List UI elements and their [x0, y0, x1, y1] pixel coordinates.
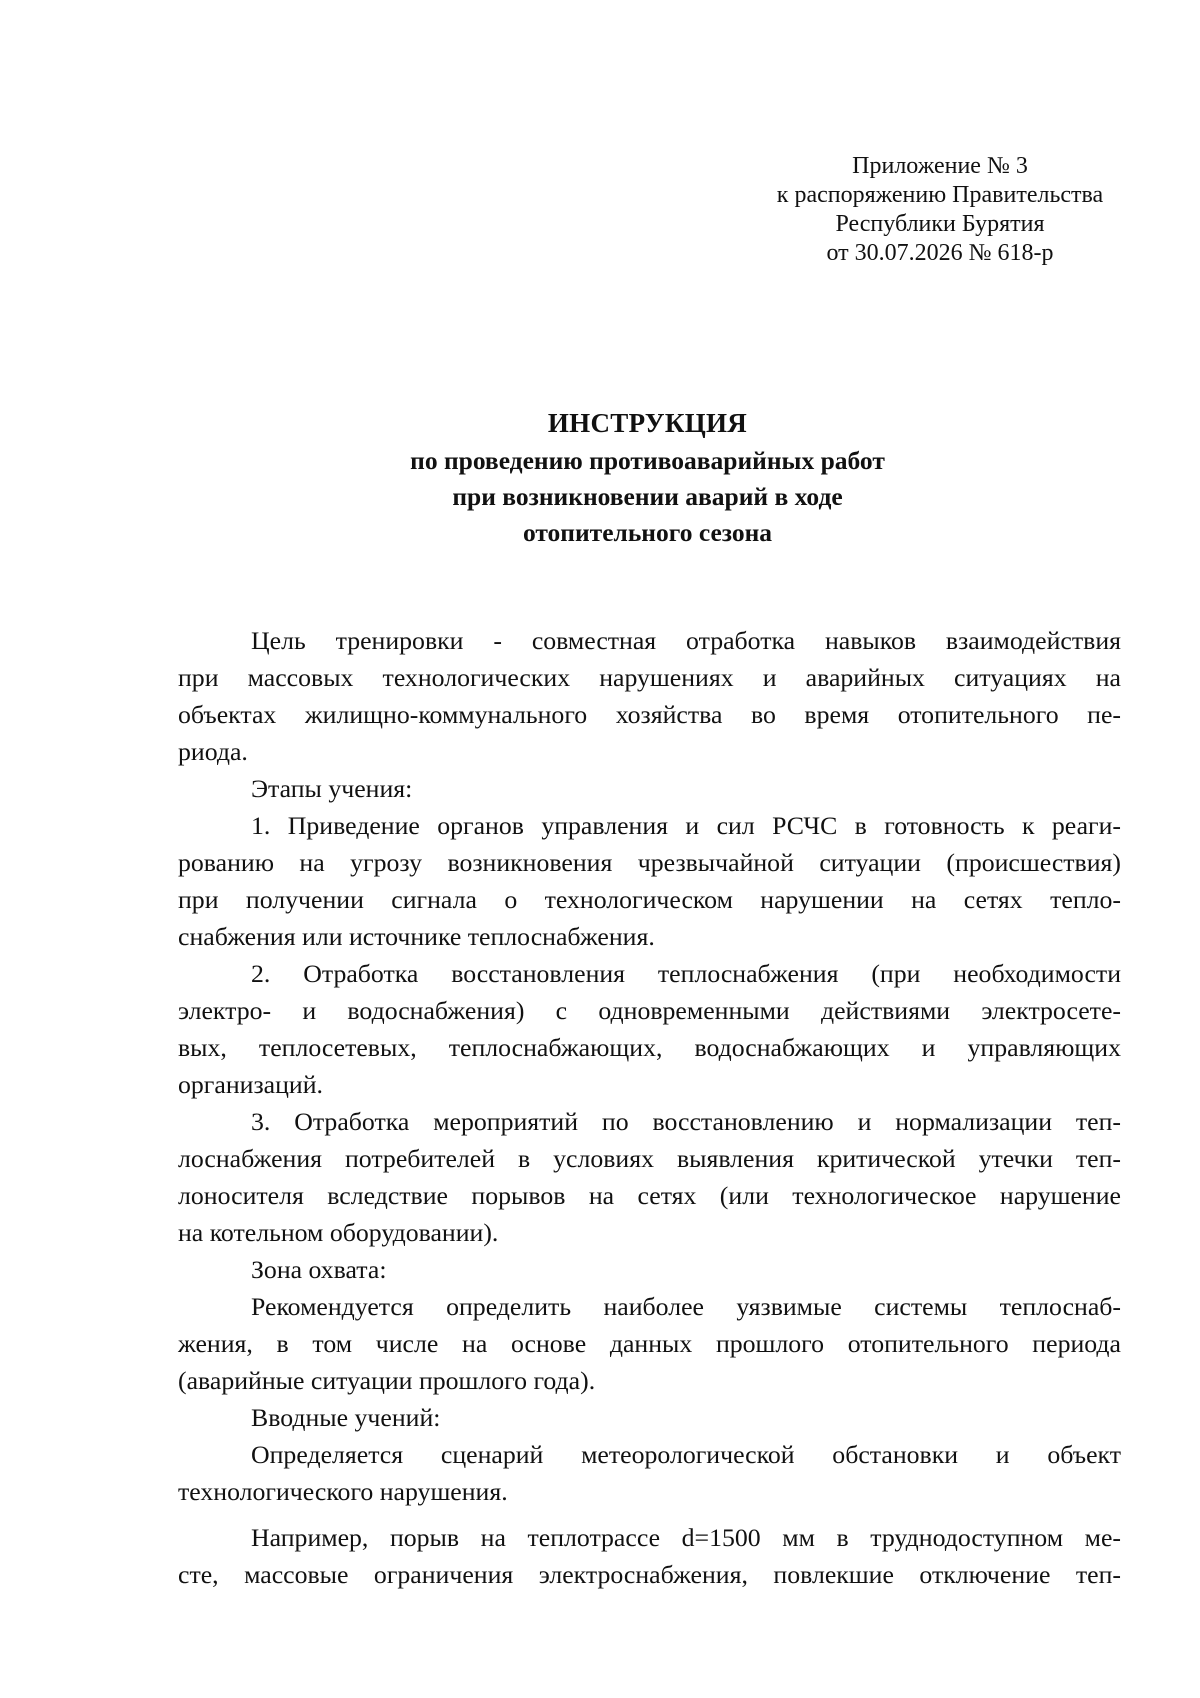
- text-line: Цель тренировки - совместная отработка навыков взаимодействия: [251, 626, 1121, 655]
- stage-3: [178, 1103, 1121, 1251]
- text-line: жения, в том числе на основе данных прошлого отопительного периода: [178, 1329, 1121, 1358]
- text-line: сте, массовые ограничения электроснабжения, повлекшие отключение теп-: [178, 1560, 1121, 1589]
- annex-number: Приложение № 3: [852, 153, 1028, 179]
- text-line: технологического нарушения.: [178, 1477, 508, 1506]
- document-body: [178, 622, 1121, 1593]
- text-line: объектах жилищно-коммунального хозяйства во время отопительного пе-: [178, 700, 1121, 729]
- paragraph-intro: [178, 1436, 1121, 1510]
- stage-2: [178, 955, 1121, 1103]
- text-line: на котельном оборудовании).: [178, 1218, 499, 1247]
- paragraph-spacer: [178, 1510, 1121, 1519]
- text-line: (аварийные ситуации прошлого года).: [178, 1366, 596, 1395]
- title-sub-line: по проведению противоаварийных работ: [410, 446, 885, 475]
- intro-heading: Вводные учений:: [251, 1403, 441, 1432]
- text-line: лоснабжения потребителей в условиях выявления критической утечки теп-: [178, 1144, 1121, 1173]
- annex-header: [760, 152, 1120, 268]
- text-line: при получении сигнала о технологическом нарушении на сетях тепло-: [178, 885, 1121, 914]
- text-line: 2. Отработка восстановления теплоснабжения (при необходимости: [251, 959, 1121, 988]
- text-line: Например, порыв на теплотрассе d=1500 мм в труднодоступном ме-: [251, 1523, 1121, 1552]
- text-line: при массовых технологических нарушениях и аварийных ситуациях на: [178, 663, 1121, 692]
- text-line: рованию на угрозу возникновения чрезвычайной ситуации (происшествия): [178, 848, 1121, 877]
- title-sub-line: отопительного сезона: [522, 518, 773, 547]
- paragraph-example: [178, 1519, 1121, 1593]
- text-line: 3. Отработка мероприятий по восстановлению и нормализации теп-: [251, 1107, 1121, 1136]
- paragraph-goal: [178, 622, 1121, 770]
- document-title: [175, 403, 1120, 551]
- annex-order-ref: к распоряжению Правительства: [776, 182, 1104, 208]
- stages-heading: Этапы учения:: [251, 774, 413, 803]
- text-line: лоносителя вследствие порывов на сетях (или технологическое нарушение: [178, 1181, 1121, 1210]
- stage-1: [178, 807, 1121, 955]
- text-line: снабжения или источнике теплоснабжения.: [178, 922, 655, 951]
- text-line: вых, теплосетевых, теплоснабжающих, водоснабжающих и управляющих: [178, 1033, 1121, 1062]
- text-line: 1. Приведение органов управления и сил РСЧС в готовность к реаги-: [251, 811, 1121, 840]
- title-sub-line: при возникновении аварий в ходе: [452, 482, 843, 511]
- text-line: Определяется сценарий метеорологической обстановки и объект: [251, 1440, 1121, 1469]
- text-line: организаций.: [178, 1070, 323, 1099]
- text-line: риода.: [178, 737, 248, 766]
- annex-region: Республики Бурятия: [835, 211, 1045, 237]
- text-line: электро- и водоснабжения) с одновременными действиями электросете-: [178, 996, 1121, 1025]
- zone-heading: Зона охвата:: [251, 1255, 387, 1284]
- text-line: Рекомендуется определить наиболее уязвимые системы теплоснаб-: [251, 1292, 1121, 1321]
- title-main: ИНСТРУКЦИЯ: [547, 408, 748, 438]
- paragraph-zone: [178, 1288, 1121, 1399]
- annex-date: от 30.07.2026 № 618-р: [826, 240, 1054, 266]
